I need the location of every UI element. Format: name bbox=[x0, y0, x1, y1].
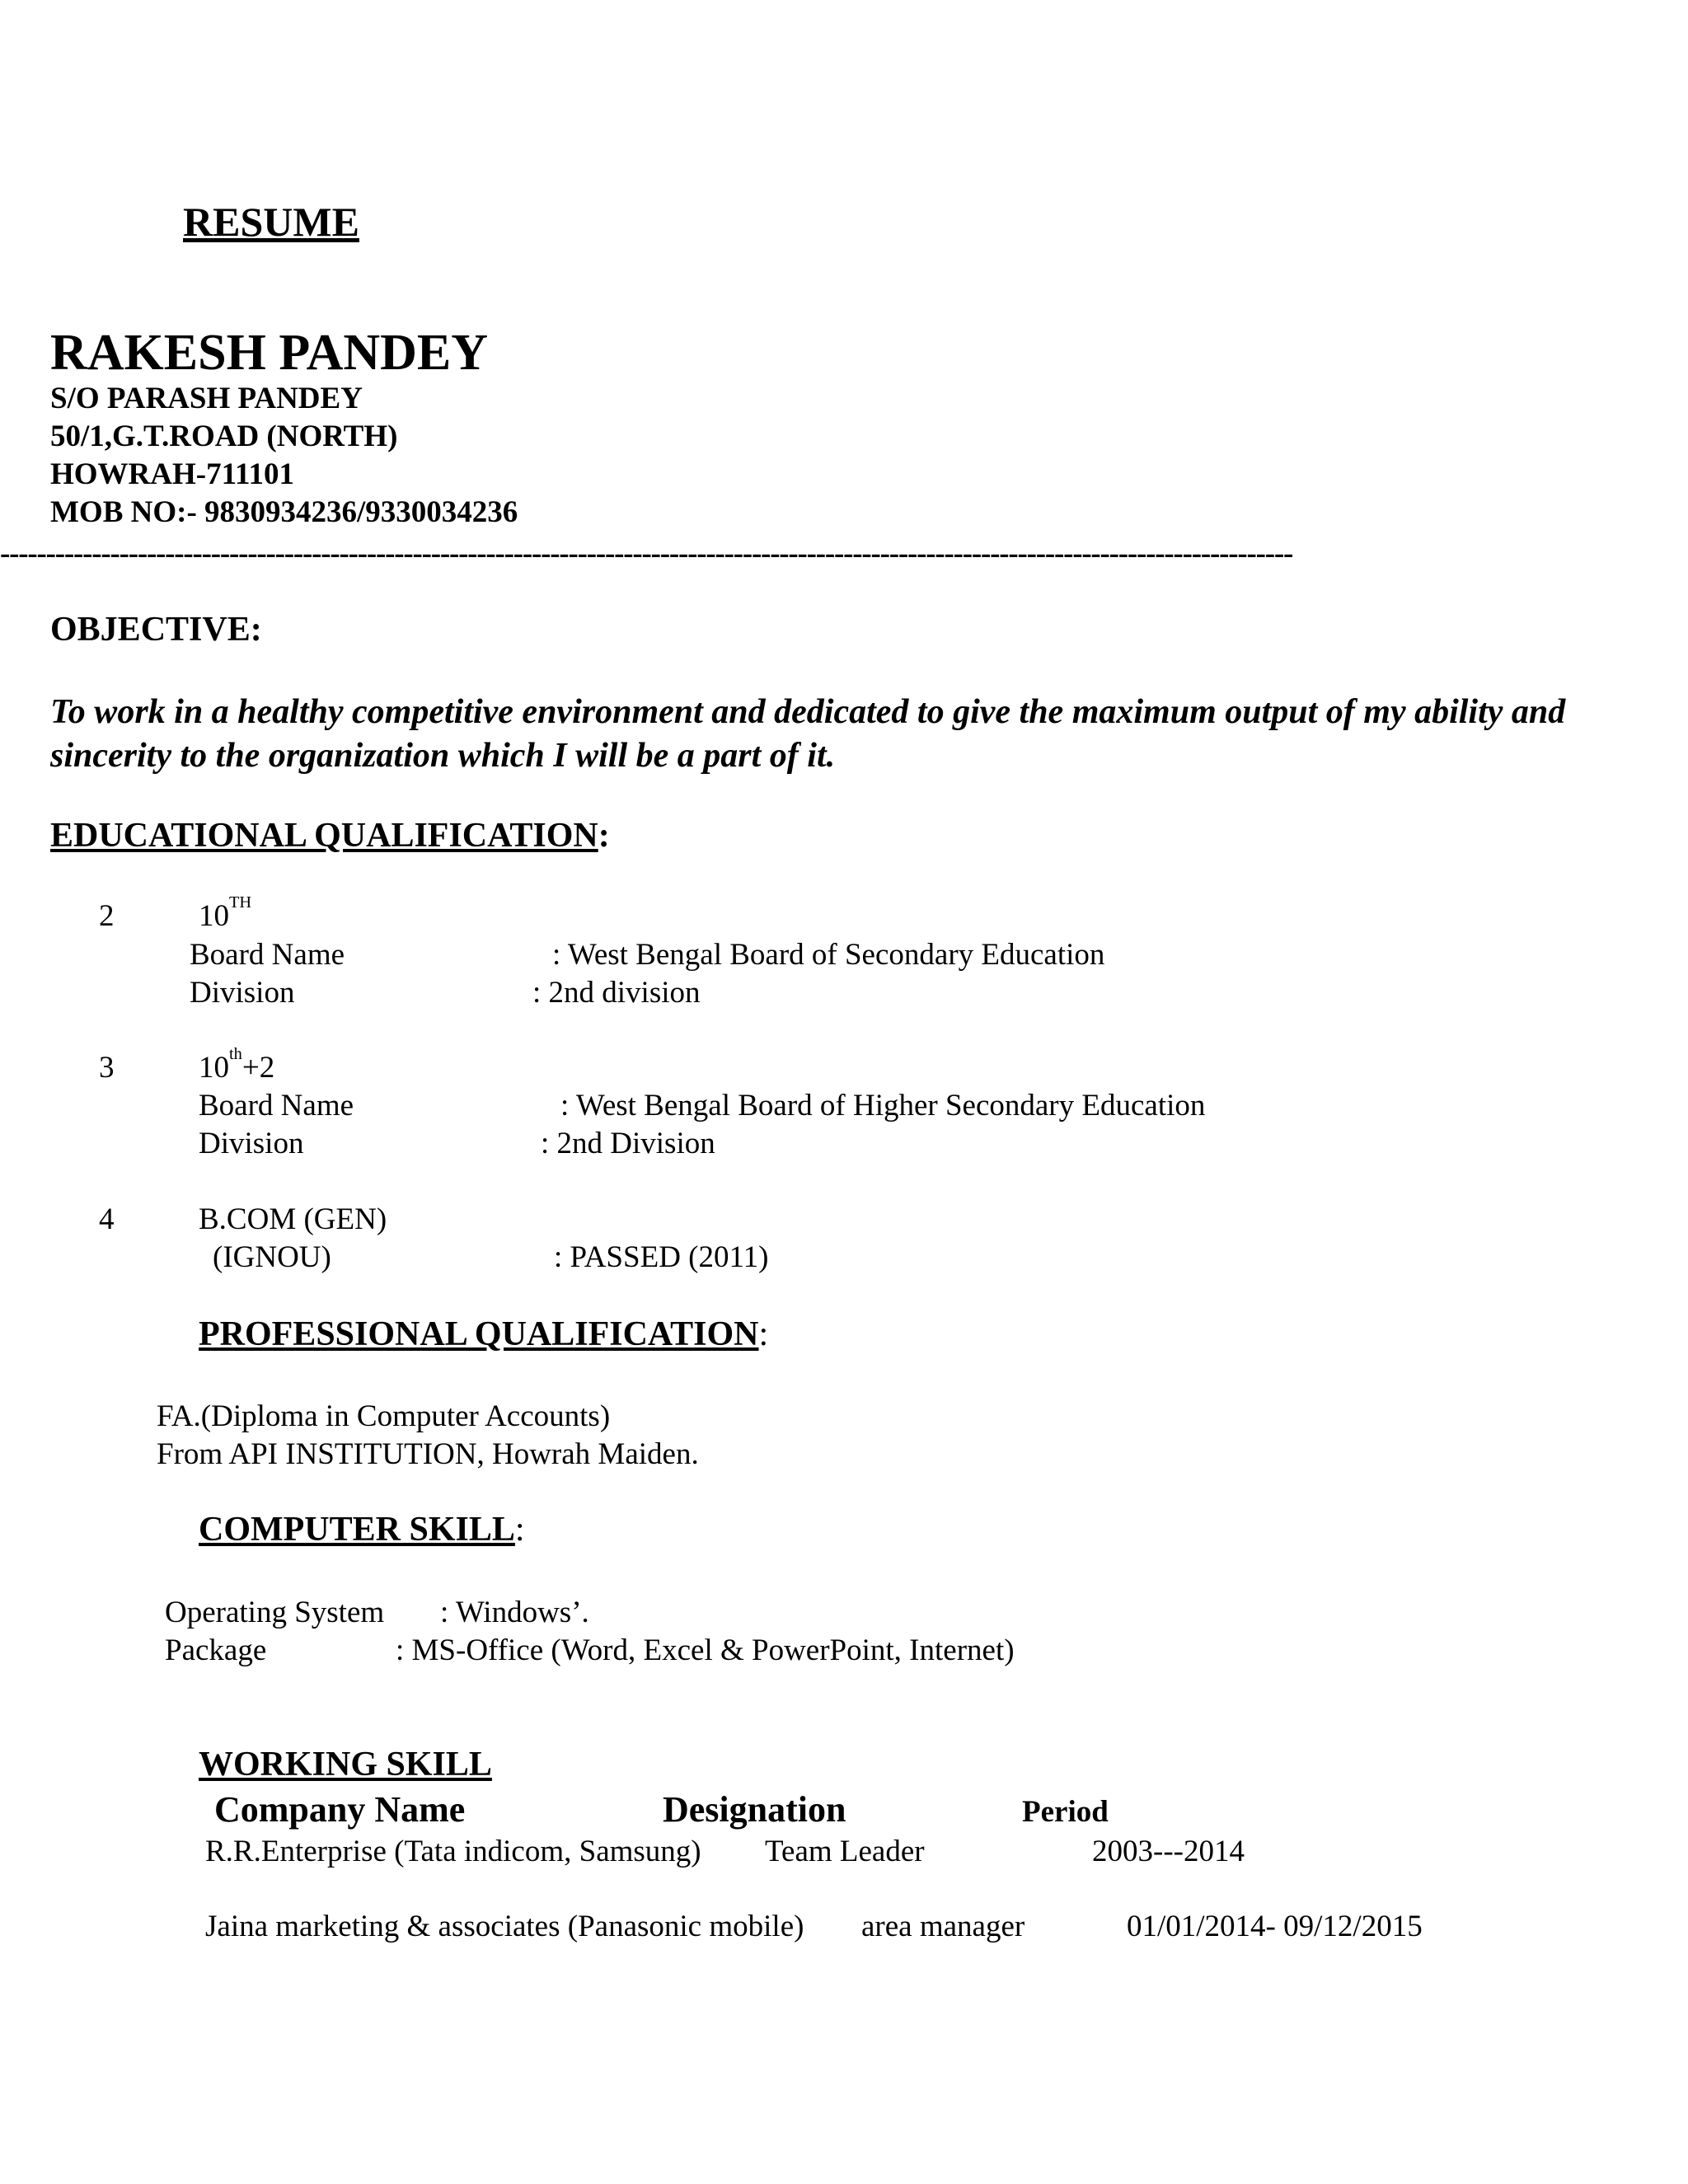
edu-level-base: 10 bbox=[199, 899, 229, 933]
edu-item-level bbox=[199, 893, 252, 934]
professional-heading-colon: : bbox=[758, 1315, 769, 1353]
computer-heading bbox=[199, 1510, 525, 1549]
edu-item-level: B.COM (GEN) bbox=[199, 1202, 387, 1236]
job-designation: area manager bbox=[861, 1910, 1025, 1943]
professional-line-1: FA.(Diploma in Computer Accounts) bbox=[157, 1399, 611, 1433]
working-heading-label: WORKING SKILL bbox=[199, 1746, 492, 1783]
working-heading bbox=[199, 1745, 492, 1784]
edu-institution-label: (IGNOU) bbox=[213, 1240, 331, 1274]
job-period: 01/01/2014- 09/12/2015 bbox=[1127, 1910, 1423, 1943]
edu-board-label: Board Name bbox=[190, 938, 345, 972]
address-line-1: 50/1,G.T.ROAD (NORTH) bbox=[50, 419, 398, 453]
edu-result-value: : PASSED (2011) bbox=[554, 1240, 769, 1274]
address-line-2: HOWRAH-711101 bbox=[50, 457, 295, 491]
job-company: R.R.Enterprise (Tata indicom, Samsung) bbox=[205, 1835, 701, 1868]
computer-heading-label: COMPUTER SKILL bbox=[199, 1511, 515, 1549]
edu-level-base: 10 bbox=[199, 1051, 229, 1085]
package-value: : MS-Office (Word, Excel & PowerPoint, Internet) bbox=[396, 1633, 1015, 1667]
edu-level-superscript: th bbox=[229, 1045, 242, 1063]
edu-level-superscript: TH bbox=[229, 893, 252, 912]
column-period: Period bbox=[1022, 1795, 1109, 1829]
column-company-name: Company Name bbox=[214, 1789, 466, 1830]
edu-division-value: : 2nd Division bbox=[541, 1127, 715, 1160]
edu-division-value: : 2nd division bbox=[532, 976, 701, 1010]
professional-line-2: From API INSTITUTION, Howrah Maiden. bbox=[157, 1437, 699, 1471]
column-designation: Designation bbox=[663, 1789, 846, 1830]
resume-title: RESUME bbox=[183, 199, 359, 245]
edu-board-label: Board Name bbox=[199, 1089, 354, 1122]
edu-item-number: 2 bbox=[99, 899, 115, 933]
edu-board-value: : West Bengal Board of Secondary Education bbox=[552, 938, 1105, 972]
edu-division-label: Division bbox=[199, 1127, 304, 1160]
professional-heading bbox=[199, 1315, 768, 1354]
os-label: Operating System bbox=[165, 1596, 385, 1629]
objective-heading: OBJECTIVE: bbox=[50, 611, 262, 649]
os-value: : Windows’. bbox=[440, 1596, 589, 1629]
candidate-name: RAKESH PANDEY bbox=[50, 325, 489, 381]
parent-name: S/O PARASH PANDEY bbox=[50, 382, 363, 415]
job-designation: Team Leader bbox=[765, 1835, 925, 1868]
edu-level-suffix: +2 bbox=[241, 1051, 275, 1085]
job-company: Jaina marketing & associates (Panasonic mobile) bbox=[205, 1910, 804, 1943]
education-heading-colon: : bbox=[598, 817, 610, 855]
computer-heading-colon: : bbox=[514, 1511, 525, 1549]
education-heading bbox=[50, 816, 610, 855]
edu-division-label: Division bbox=[190, 976, 295, 1010]
edu-board-value: : West Bengal Board of Higher Secondary Education bbox=[560, 1089, 1206, 1122]
edu-item-number: 4 bbox=[99, 1202, 115, 1236]
professional-heading-label: PROFESSIONAL QUALIFICATION bbox=[199, 1315, 759, 1353]
job-period: 2003---2014 bbox=[1092, 1835, 1245, 1868]
mobile-number: MOB NO:- 9830934236/9330034236 bbox=[50, 495, 518, 529]
package-label: Package bbox=[165, 1633, 267, 1667]
objective-text: To work in a healthy competitive environment and dedicated to give the maximum output of my ability and sincerity to the organization which I will be a part of it. bbox=[50, 693, 1566, 775]
section-divider: --------------------------------------------------------------------------------------------------------------------------------------------- bbox=[0, 537, 1293, 570]
edu-item-level bbox=[199, 1045, 275, 1085]
edu-item-number: 3 bbox=[99, 1051, 115, 1085]
education-heading-label: EDUCATIONAL QUALIFICATION bbox=[50, 817, 598, 855]
